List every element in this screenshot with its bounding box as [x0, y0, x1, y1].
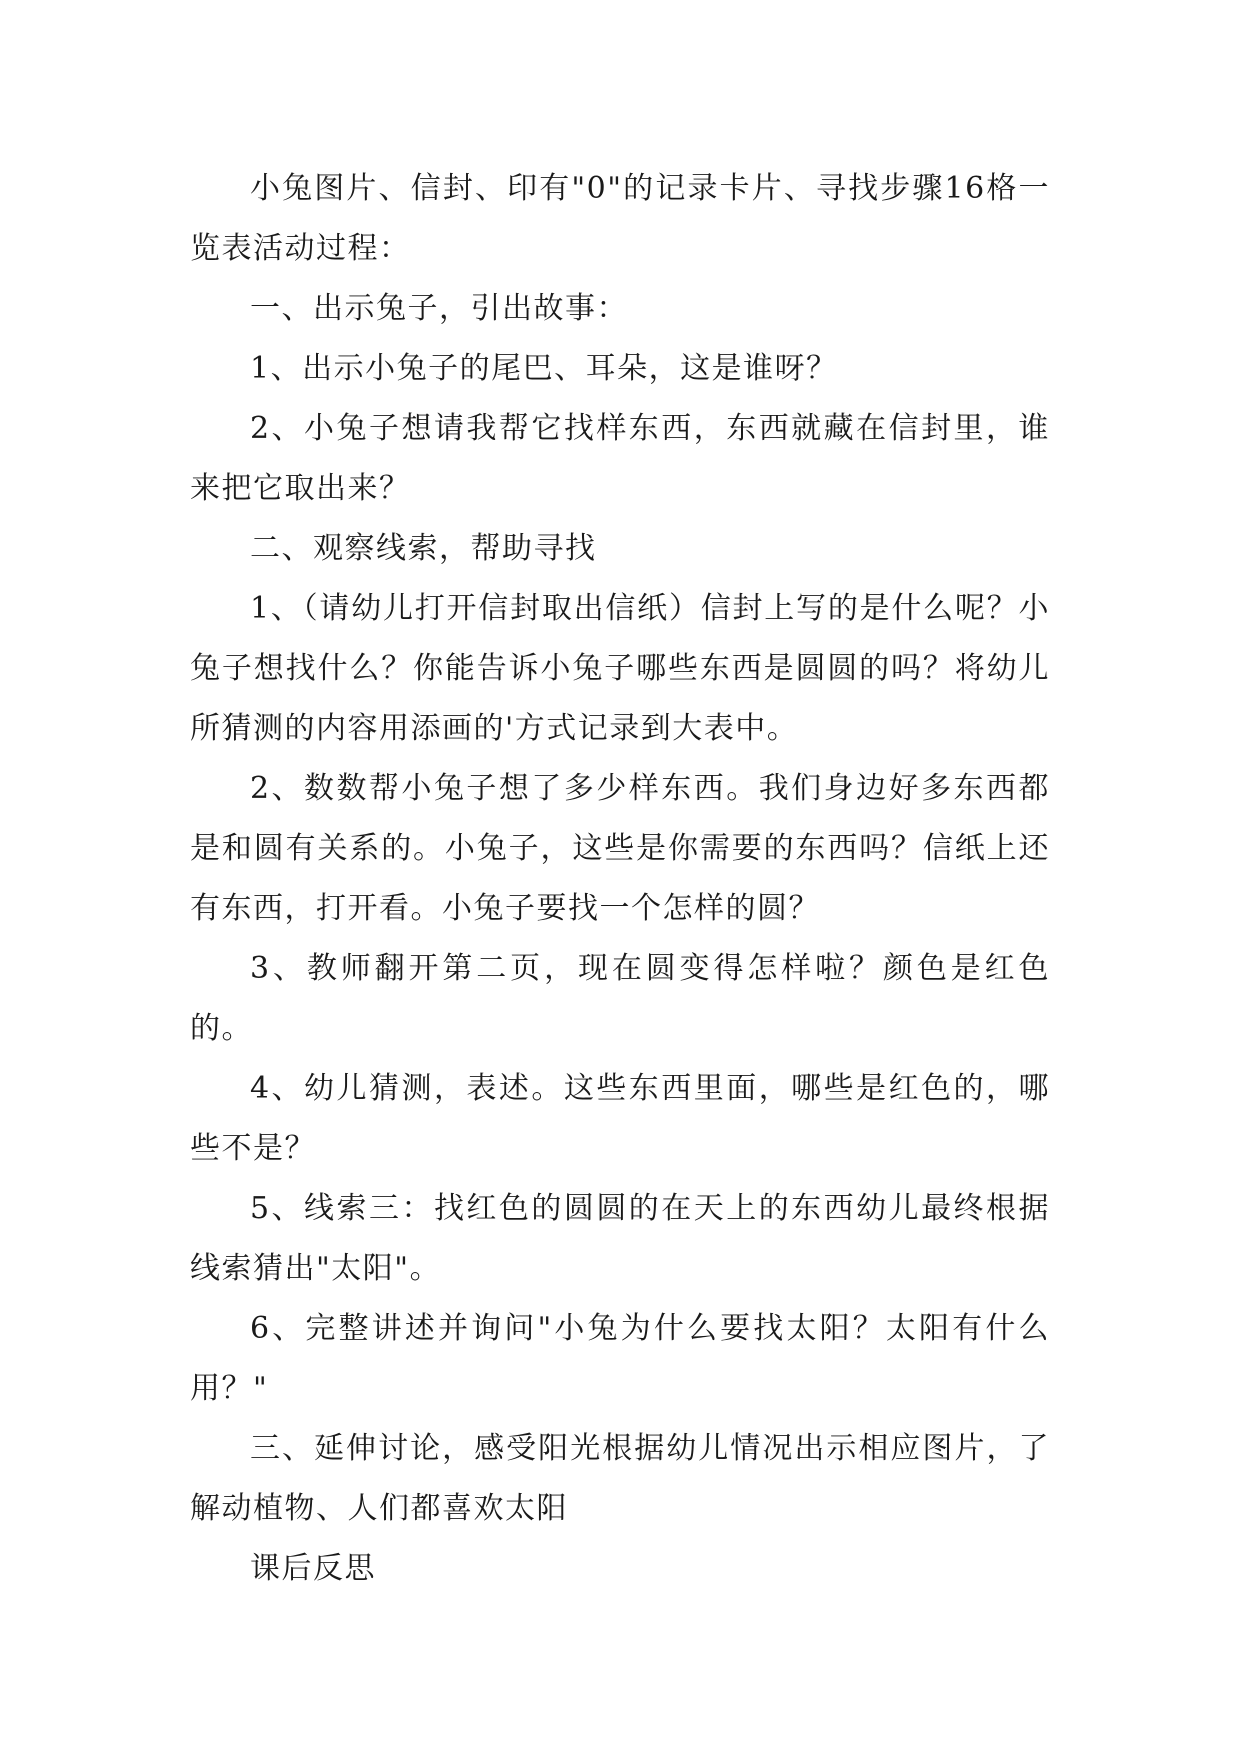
paragraph-materials: 小兔图片、信封、印有"0"的记录卡片、寻找步骤16格一览表活动过程： — [190, 171, 1050, 266]
paragraph-step-1-2: 2、小兔子想请我帮它找样东西，东西就藏在信封里，谁来把它取出来？ — [190, 411, 1050, 506]
heading-section-three: 三、延伸讨论，感受阳光根据幼儿情况出示相应图片，了解动植物、人们都喜欢太阳 — [190, 1431, 1050, 1526]
paragraph-step-2-5: 5、线索三：找红色的圆圆的在天上的东西幼儿最终根据线索猜出"太阳"。 — [190, 1191, 1050, 1286]
paragraph-step-1-1: 1、出示小兔子的尾巴、耳朵，这是谁呀？ — [250, 351, 838, 386]
paragraph-step-2-3: 3、教师翻开第二页，现在圆变得怎样啦？颜色是红色的。 — [190, 951, 1050, 1046]
document-body — [190, 159, 1050, 1599]
paragraph-step-2-2: 2、数数帮小兔子想了多少样东西。我们身边好多东西都是和圆有关系的。小兔子，这些是你需要的东西吗？信纸上还有东西，打开看。小兔子要找一个怎样的圆？ — [190, 771, 1050, 926]
heading-reflection: 课后反思 — [250, 1551, 376, 1586]
paragraph-step-2-6: 6、完整讲述并询问"小兔为什么要找太阳？太阳有什么用？" — [190, 1311, 1050, 1406]
paragraph-step-2-1: 1、（请幼儿打开信封取出信纸）信封上写的是什么呢？小兔子想找什么？你能告诉小兔子哪些东西是圆圆的吗？将幼儿所猜测的内容用添画的'方式记录到大表中。 — [190, 591, 1050, 746]
paragraph-step-2-4: 4、幼儿猜测，表述。这些东西里面，哪些是红色的，哪些不是？ — [190, 1071, 1050, 1166]
heading-section-one: 一、出示兔子，引出故事： — [250, 291, 628, 326]
heading-section-two: 二、观察线索，帮助寻找 — [250, 531, 597, 566]
